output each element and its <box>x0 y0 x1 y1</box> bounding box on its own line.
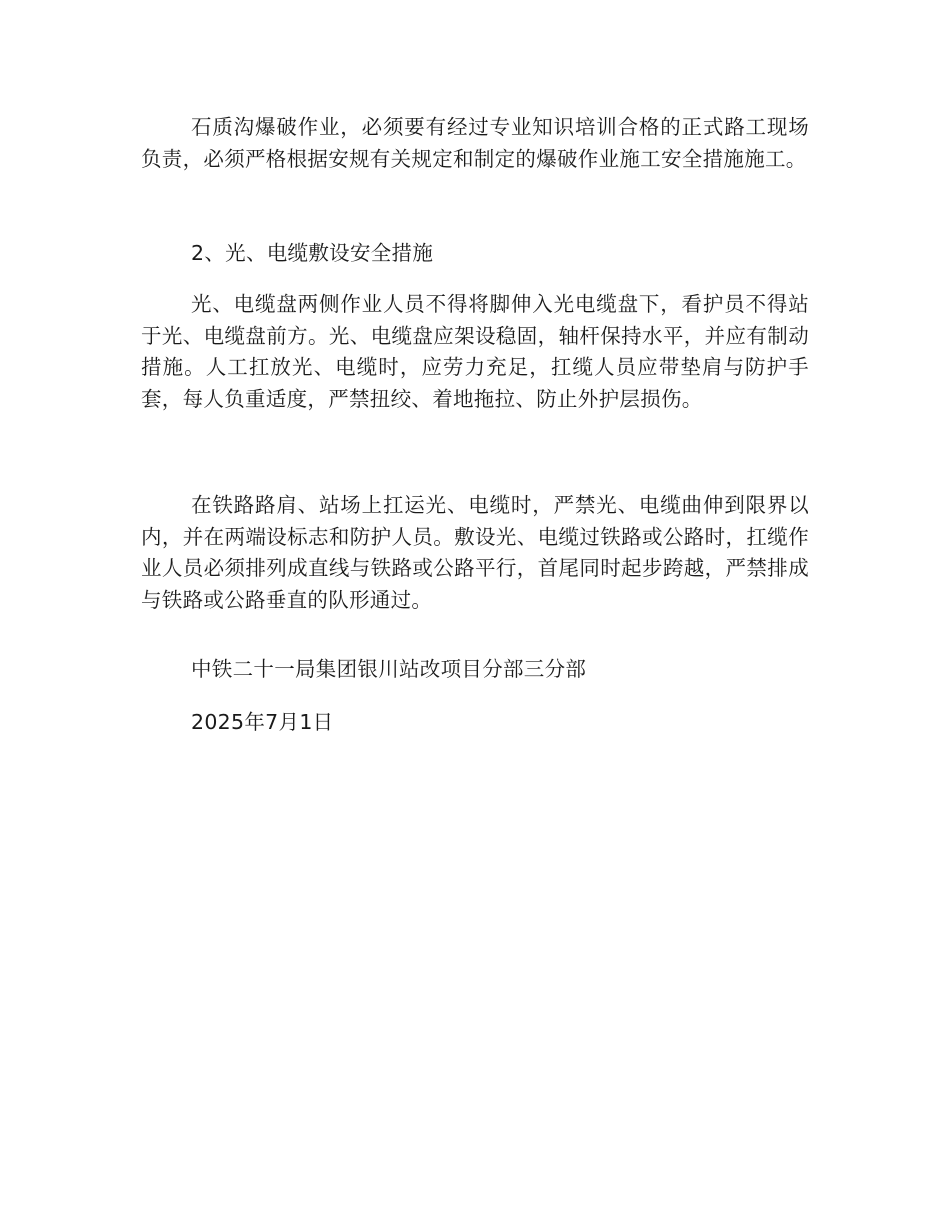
paragraph-railway-crossing: 在铁路路肩、站场上扛运光、电缆时，严禁光、电缆曲伸到限界以内，并在两端设标志和防护人员。敷设光、电缆过铁路或公路时，扛缆作业人员必须排列成直线与铁路或公路平行，首尾同时起步跨越，严禁排成与铁路或公路垂直的队形通过。 <box>141 493 809 612</box>
paragraph-blasting: 石质沟爆破作业，必须要有经过专业知识培训合格的正式路工现场负责，必须严格根据安规有关规定和制定的爆破作业施工安全措施施工。 <box>141 115 809 171</box>
signature-date: 2025年7月1日 <box>191 710 334 734</box>
section-heading-cable-laying: 2、光、电缆敷设安全措施 <box>191 241 434 265</box>
paragraph-cable-reel: 光、电缆盘两侧作业人员不得将脚伸入光电缆盘下，看护员不得站于光、电缆盘前方。光、电缆盘应架设稳固，轴杆保持水平，并应有制动措施。人工扛放光、电缆时，应劳力充足，扛缆人员应带垫肩与防护手套，每人负重适度，严禁扭绞、着地拖拉、防止外护层损伤。 <box>141 292 809 411</box>
signature-organization: 中铁二十一局集团银川站改项目分部三分部 <box>191 657 587 681</box>
